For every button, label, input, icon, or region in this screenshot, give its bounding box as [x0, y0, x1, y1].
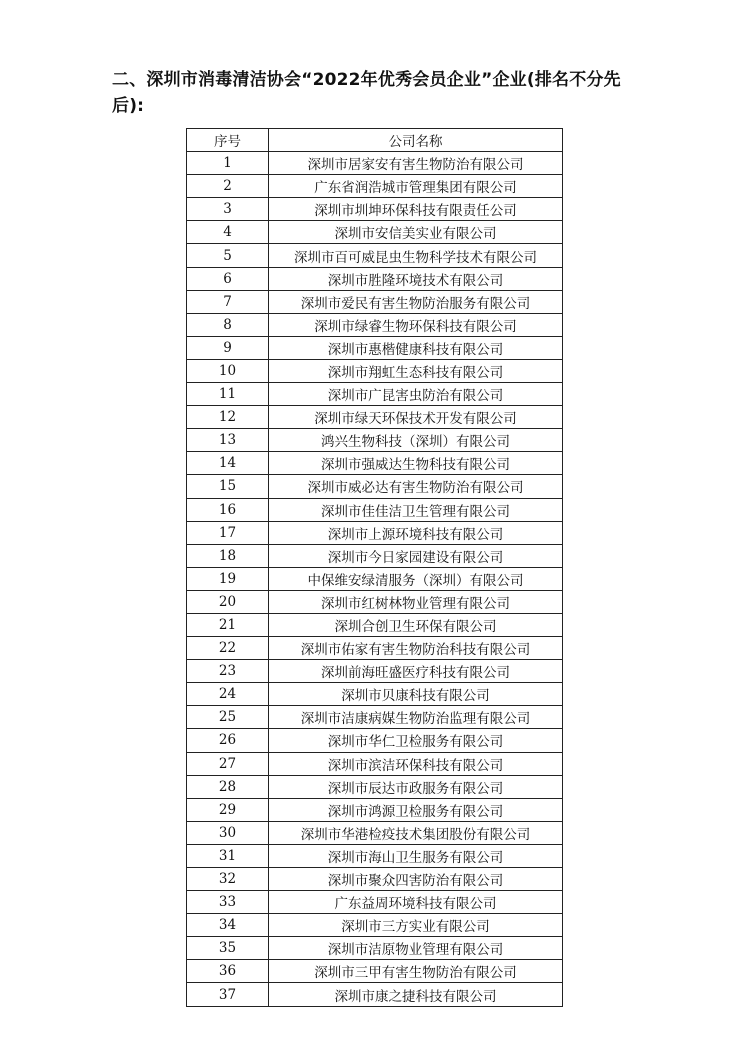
table-row: [187, 290, 563, 313]
company-name-cell: 深圳市翔虹生态科技有限公司: [269, 359, 563, 382]
table-row: [187, 868, 563, 891]
row-index-cell: 19: [187, 567, 269, 590]
table-header-row: [187, 129, 563, 152]
row-index-cell: 13: [187, 429, 269, 452]
table-row: [187, 452, 563, 475]
row-index-cell: 18: [187, 544, 269, 567]
company-name-cell: 深圳市胜隆环境技术有限公司: [269, 267, 563, 290]
row-index-cell: 28: [187, 775, 269, 798]
company-name-cell: 深圳市华港检疫技术集团股份有限公司: [269, 821, 563, 844]
row-index-cell: 30: [187, 821, 269, 844]
company-name-cell: 深圳市滨洁环保科技有限公司: [269, 752, 563, 775]
row-index-cell: 29: [187, 798, 269, 821]
table-row: [187, 637, 563, 660]
table-row: [187, 175, 563, 198]
table-row: [187, 521, 563, 544]
row-index-cell: 21: [187, 613, 269, 636]
table-row: [187, 221, 563, 244]
company-name-cell: 深圳市洁原物业管理有限公司: [269, 937, 563, 960]
row-index-cell: 31: [187, 844, 269, 867]
company-name-cell: 深圳市绿天环保技术开发有限公司: [269, 406, 563, 429]
row-index-cell: 14: [187, 452, 269, 475]
table-row: [187, 336, 563, 359]
table-row: [187, 244, 563, 267]
company-name-cell: 深圳市贝康科技有限公司: [269, 683, 563, 706]
company-name-cell: 深圳市百可威昆虫生物科学技术有限公司: [269, 244, 563, 267]
table-row: [187, 567, 563, 590]
row-index-cell: 35: [187, 937, 269, 960]
table-row: [187, 267, 563, 290]
row-index-cell: 4: [187, 221, 269, 244]
table-row: [187, 775, 563, 798]
row-index-cell: 37: [187, 983, 269, 1006]
row-index-cell: 2: [187, 175, 269, 198]
table-row: [187, 613, 563, 636]
row-index-cell: 16: [187, 498, 269, 521]
section-heading: 二、深圳市消毒清洁协会“2022年优秀会员企业”企业(排名不分先后):: [112, 70, 621, 116]
table-row: [187, 683, 563, 706]
table-body: [187, 152, 563, 1006]
table-row: [187, 198, 563, 221]
company-name-cell: 深圳市爱民有害生物防治服务有限公司: [269, 290, 563, 313]
company-name-cell: 深圳市洁康病媒生物防治监理有限公司: [269, 706, 563, 729]
row-index-cell: 36: [187, 960, 269, 983]
table-row: [187, 152, 563, 175]
table-row: [187, 821, 563, 844]
company-name-cell: 深圳市强威达生物科技有限公司: [269, 452, 563, 475]
company-name-cell: 深圳市圳坤环保科技有限责任公司: [269, 198, 563, 221]
table-row: [187, 937, 563, 960]
company-name-cell: 中保维安绿清服务（深圳）有限公司: [269, 567, 563, 590]
row-index-cell: 12: [187, 406, 269, 429]
row-index-cell: 17: [187, 521, 269, 544]
company-name-cell: 广东益周环境科技有限公司: [269, 891, 563, 914]
table-row: [187, 498, 563, 521]
company-name-cell: 深圳市华仁卫检服务有限公司: [269, 729, 563, 752]
row-index-cell: 22: [187, 637, 269, 660]
company-name-cell: 深圳市广昆害虫防治有限公司: [269, 383, 563, 406]
row-index-cell: 1: [187, 152, 269, 175]
company-name-cell: 深圳市安信美实业有限公司: [269, 221, 563, 244]
table-row: [187, 590, 563, 613]
company-name-cell: 鸿兴生物科技（深圳）有限公司: [269, 429, 563, 452]
company-name-cell: 深圳市三方实业有限公司: [269, 914, 563, 937]
table-row: [187, 429, 563, 452]
company-name-cell: 深圳市今日家园建设有限公司: [269, 544, 563, 567]
company-name-cell: 深圳市居家安有害生物防治有限公司: [269, 152, 563, 175]
company-name-cell: 深圳市三甲有害生物防治有限公司: [269, 960, 563, 983]
row-index-cell: 3: [187, 198, 269, 221]
company-name-cell: 深圳市威必达有害生物防治有限公司: [269, 475, 563, 498]
company-name-cell: 深圳市辰达市政服务有限公司: [269, 775, 563, 798]
table-row: [187, 752, 563, 775]
company-name-cell: 深圳市海山卫生服务有限公司: [269, 844, 563, 867]
company-name-cell: 深圳市红树林物业管理有限公司: [269, 590, 563, 613]
table-row: [187, 983, 563, 1006]
table-row: [187, 891, 563, 914]
row-index-cell: 11: [187, 383, 269, 406]
row-index-cell: 10: [187, 359, 269, 382]
company-name-cell: 深圳市惠楷健康科技有限公司: [269, 336, 563, 359]
row-index-cell: 32: [187, 868, 269, 891]
row-index-cell: 6: [187, 267, 269, 290]
row-index-cell: 25: [187, 706, 269, 729]
table-row: [187, 960, 563, 983]
table-row: [187, 844, 563, 867]
row-index-cell: 27: [187, 752, 269, 775]
row-index-cell: 33: [187, 891, 269, 914]
row-index-cell: 24: [187, 683, 269, 706]
company-name-cell: 深圳市佳佳洁卫生管理有限公司: [269, 498, 563, 521]
row-index-cell: 20: [187, 590, 269, 613]
table-row: [187, 729, 563, 752]
column-header-company-name: 公司名称: [269, 129, 563, 152]
company-name-cell: 广东省润浩城市管理集团有限公司: [269, 175, 563, 198]
table-row: [187, 475, 563, 498]
row-index-cell: 23: [187, 660, 269, 683]
company-name-cell: 深圳市佑家有害生物防治科技有限公司: [269, 637, 563, 660]
table-row: [187, 383, 563, 406]
table-row: [187, 798, 563, 821]
table-row: [187, 660, 563, 683]
row-index-cell: 15: [187, 475, 269, 498]
column-header-index: 序号: [187, 129, 269, 152]
row-index-cell: 34: [187, 914, 269, 937]
company-name-cell: 深圳市鸿源卫检服务有限公司: [269, 798, 563, 821]
company-name-cell: 深圳市上源环境科技有限公司: [269, 521, 563, 544]
row-index-cell: 7: [187, 290, 269, 313]
row-index-cell: 26: [187, 729, 269, 752]
company-name-cell: 深圳市绿睿生物环保科技有限公司: [269, 313, 563, 336]
table-row: [187, 706, 563, 729]
row-index-cell: 8: [187, 313, 269, 336]
member-company-table: [186, 128, 563, 1007]
company-name-cell: 深圳市康之捷科技有限公司: [269, 983, 563, 1006]
company-name-cell: 深圳合创卫生环保有限公司: [269, 613, 563, 636]
table-row: [187, 313, 563, 336]
company-name-cell: 深圳市聚众四害防治有限公司: [269, 868, 563, 891]
table-row: [187, 544, 563, 567]
row-index-cell: 5: [187, 244, 269, 267]
company-name-cell: 深圳前海旺盛医疗科技有限公司: [269, 660, 563, 683]
table-row: [187, 359, 563, 382]
table-row: [187, 406, 563, 429]
row-index-cell: 9: [187, 336, 269, 359]
table-row: [187, 914, 563, 937]
